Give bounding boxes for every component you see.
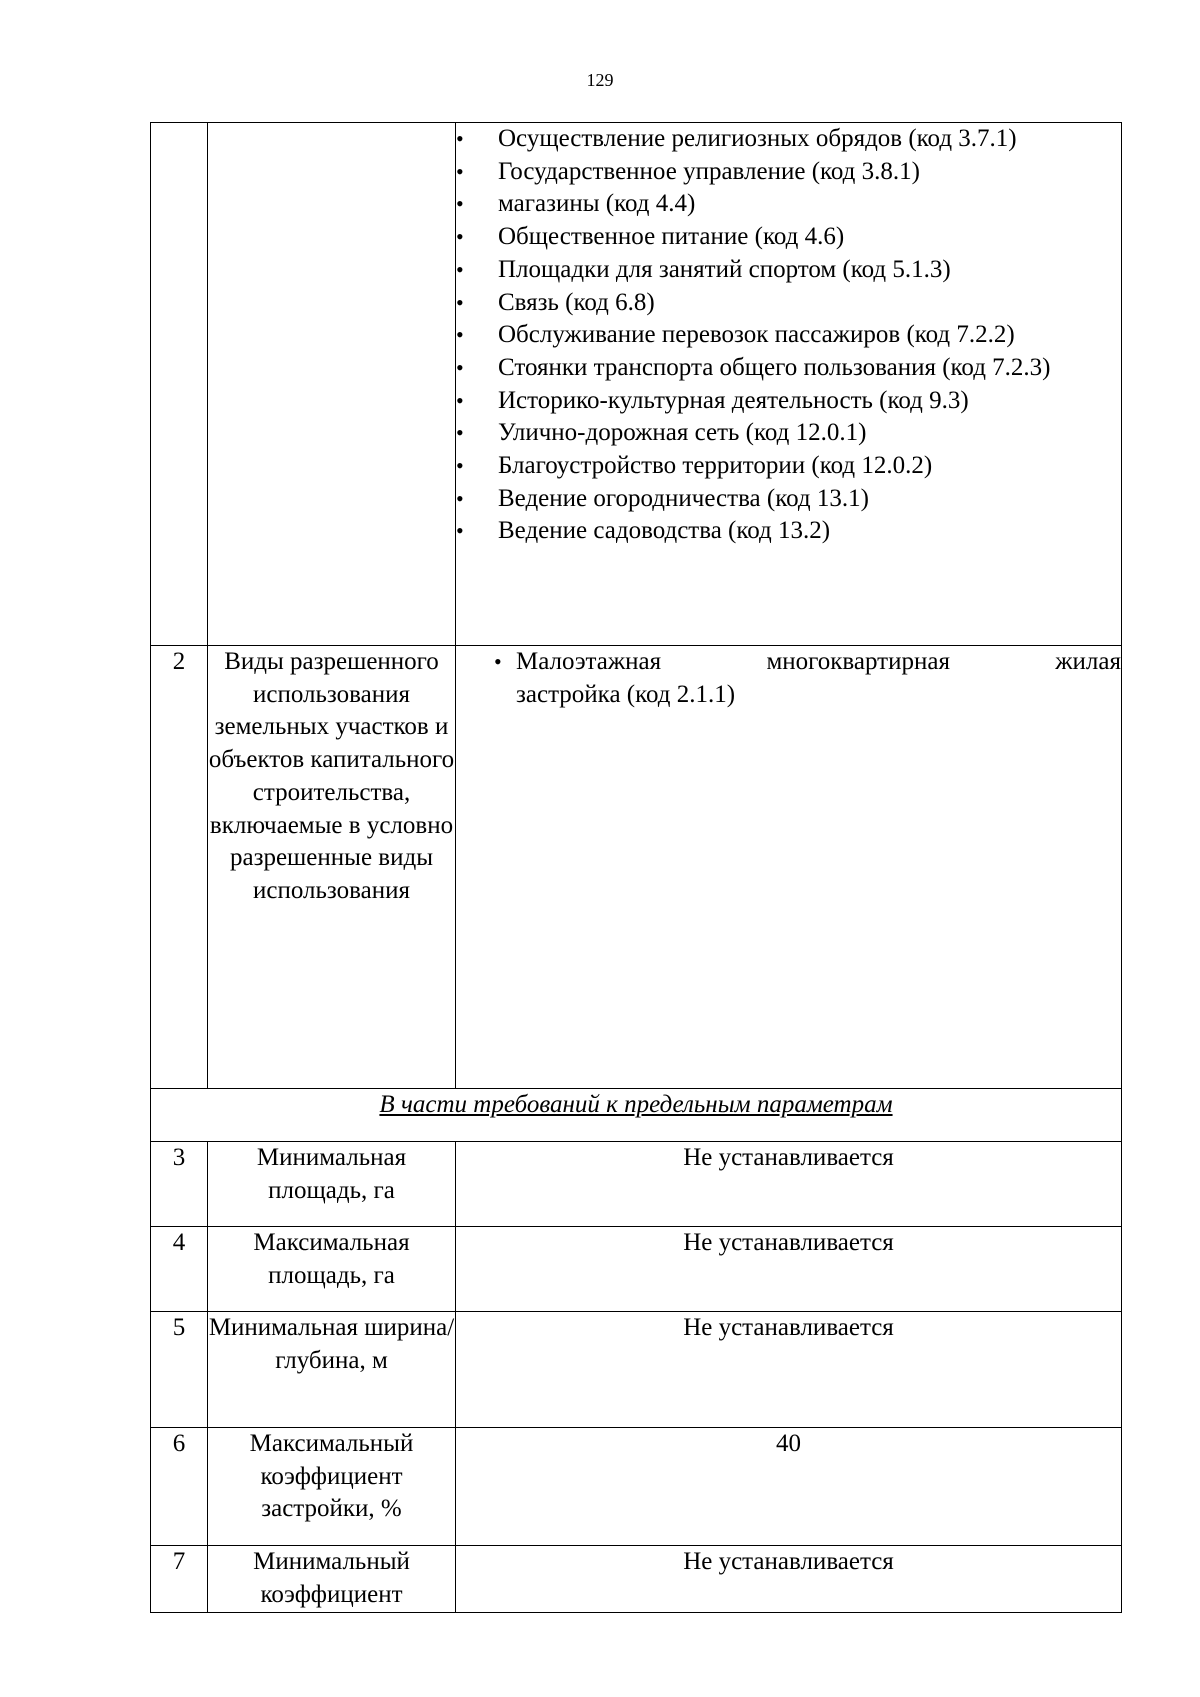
row-value: Не устанавливается bbox=[456, 1312, 1122, 1428]
row-number: 5 bbox=[151, 1312, 208, 1428]
conditional-uses-cell bbox=[456, 646, 1122, 1089]
list-item-line: застройка (код 2.1.1) bbox=[516, 680, 736, 708]
list-item: • Улично-дорожная сеть (код 12.0.1) bbox=[456, 417, 1121, 450]
list-item: • Обслуживание перевозок пассажиров (код 7.2.2) bbox=[456, 319, 1121, 352]
list-item bbox=[494, 646, 1121, 711]
table-row bbox=[151, 1227, 1122, 1312]
list-item: • Государственное управление (код 3.8.1) bbox=[456, 156, 1121, 189]
row-name: Минимальный коэффициент bbox=[208, 1546, 456, 1613]
list-item: • Благоустройство территории (код 12.0.2) bbox=[456, 450, 1121, 483]
section-header: В части требований к предельным параметрам bbox=[151, 1089, 1122, 1142]
row-name: Виды разрешенного использования земельных участков и объектов капитального строительства, включаемые в условно разрешенные виды использования bbox=[208, 646, 456, 1089]
row-value: Не устанавливается bbox=[456, 1546, 1122, 1613]
row-number: 4 bbox=[151, 1227, 208, 1312]
section-header-row bbox=[151, 1089, 1122, 1142]
num-cell bbox=[151, 123, 208, 646]
list-item: • Стоянки транспорта общего пользования (код 7.2.3) bbox=[456, 352, 1121, 385]
list-item-line: • Малоэтажная многоквартирная жилая bbox=[516, 648, 1121, 675]
row-value: Не устанавливается bbox=[456, 1142, 1122, 1227]
row-number: 6 bbox=[151, 1428, 208, 1546]
table-row bbox=[151, 1428, 1122, 1546]
parameters-table bbox=[150, 122, 1122, 1613]
list-item: • Связь (код 6.8) bbox=[456, 287, 1121, 320]
table-row-continuation bbox=[151, 123, 1122, 646]
list-item: • Площадки для занятий спортом (код 5.1.3) bbox=[456, 254, 1121, 287]
row-name: Максимальная площадь, га bbox=[208, 1227, 456, 1312]
list-item: • Общественное питание (код 4.6) bbox=[456, 221, 1121, 254]
allowed-uses-list bbox=[456, 123, 1121, 548]
table-row bbox=[151, 1546, 1122, 1613]
row-number: 3 bbox=[151, 1142, 208, 1227]
row-value: 40 bbox=[456, 1428, 1122, 1546]
list-item: • Историко-культурная деятельность (код 9.3) bbox=[456, 385, 1121, 418]
list-item: • Ведение огородничества (код 13.1) bbox=[456, 483, 1121, 516]
table-row bbox=[151, 1312, 1122, 1428]
list-item: • Осуществление религиозных обрядов (код 3.7.1) bbox=[456, 123, 1121, 156]
row-value: Не устанавливается bbox=[456, 1227, 1122, 1312]
table-row bbox=[151, 646, 1122, 1089]
row-number: 7 bbox=[151, 1546, 208, 1613]
table-row bbox=[151, 1142, 1122, 1227]
allowed-uses-cell bbox=[456, 123, 1122, 646]
list-item: • магазины (код 4.4) bbox=[456, 188, 1121, 221]
conditional-uses-list bbox=[494, 646, 1121, 711]
row-name: Минимальная ширина/глубина, м bbox=[208, 1312, 456, 1428]
page-number: 129 bbox=[586, 70, 614, 90]
row-name: Максимальный коэффициент застройки, % bbox=[208, 1428, 456, 1546]
row-name: Минимальная площадь, га bbox=[208, 1142, 456, 1227]
list-item: • Ведение садоводства (код 13.2) bbox=[456, 515, 1121, 548]
row-number: 2 bbox=[151, 646, 208, 1089]
name-cell bbox=[208, 123, 456, 646]
